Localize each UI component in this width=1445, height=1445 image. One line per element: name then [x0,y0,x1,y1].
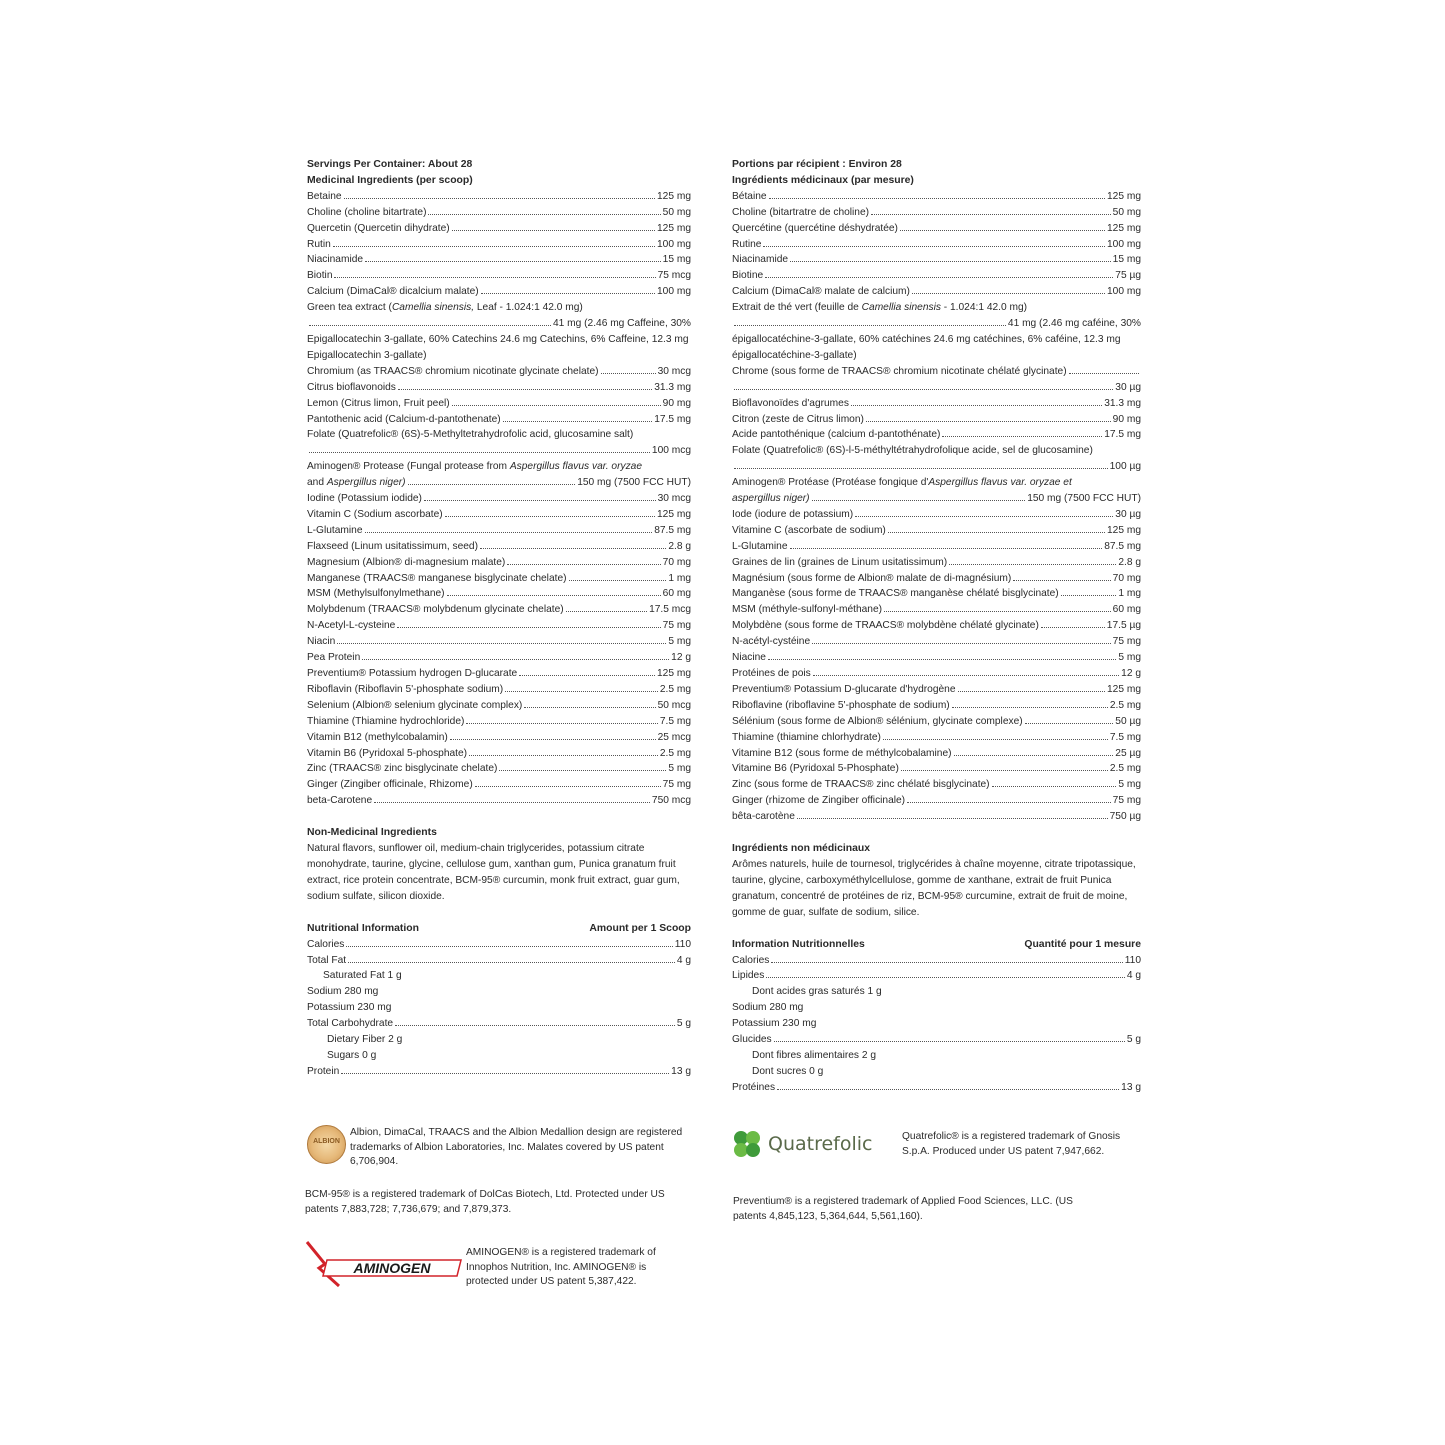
ingredient-row: Quercetin (Quercetin dihydrate) 125 mg [307,222,691,234]
ingredient-row: Molybdenum (TRAACS® molybdenum glycinate chelate) 17.5 mcg [307,604,691,616]
ingredient-row: Vitamine C (ascorbate de sodium) 125 mg [732,524,1141,536]
ingredient-row: Acide pantothénique (calcium d-pantothénate) 17.5 mg [732,429,1141,441]
ingredient-row: bêta-carotène 750 µg [732,811,1141,823]
ingredient-row: Niacin 5 mg [307,636,691,648]
ingredient-row: Quercétine (quercétine déshydratée) 125 mg [732,222,1141,234]
ingredient-row: Manganese (TRAACS® manganese bisglycinate chelate) 1 mg [307,572,691,584]
ingredient-row: Iodine (Potassium iodide) 30 mcg [307,493,691,505]
ingredient-row: Vitamin B6 (Pyridoxal 5-phosphate) 2.5 mg [307,747,691,759]
nutrition-row: Sodium 280 mg [307,986,379,998]
nutrition-list-fr [732,953,1141,1096]
medicinal-ingredients-title: Medicinal Ingredients (per scoop) [307,174,473,186]
ingredient-row: Selenium (Albion® selenium glycinate complex) 50 mcg [307,699,691,711]
chrome-entry-fr: Chrome (sous forme de TRAACS® chromium nicotinate chélaté glycinate) 30 µg [732,365,1141,393]
nutrition-row: Sodium 280 mg [732,1002,804,1014]
ingredient-row: MSM (méthyle-sulfonyl-méthane) 60 mg [732,604,1141,616]
french-panel [732,157,1141,1096]
ingredient-row: Calcium (DimaCal® malate de calcium) 100 mg [732,286,1141,298]
ingredient-row: Manganèse (sous forme de TRAACS® manganèse chélaté bisglycinate) 1 mg [732,588,1141,600]
ingredient-row: Citron (zeste de Citrus limon) 90 mg [732,413,1141,425]
nutrition-row: Dont fibres alimentaires 2 g [752,1049,877,1061]
preventium-trademark-note: Preventium® is a registered trademark of Applied Food Sciences, LLC. (US patents 4,845,123, 5,364,644, 5,561,160). [733,1196,1073,1222]
quatrefolic-trademark-note: Quatrefolic® is a registered trademark of Gnosis S.p.A. Produced under US patent 7,947,662. [902,1131,1121,1157]
ingredient-row: Riboflavin (Riboflavin 5'-phosphate sodium) 2.5 mg [307,683,691,695]
servings-per-container: Servings Per Container: About 28 [307,159,473,170]
ingredient-row: Citrus bioflavonoids 31.3 mg [307,381,691,393]
nutrition-row: Potassium 230 mg [732,1018,817,1030]
green-tea-entry-fr: Extrait de thé vert (feuille de Camellia sinensis - 1.024:1 42.0 mg) 41 mg (2.46 mg caféine, 30% épigallocatéchine-3-gallate, 60% catéchines 24.6 mg catéchines, 6% caféine, 12.3 mg épigallocatéchine-3-gallate) [732,302,1141,361]
ingredient-list-1-fr [732,189,1141,300]
folate-entry: Folate (Quatrefolic® (6S)-5-Methyltetrahydrofolic acid, glucosamine salt) 100 mcg [307,429,691,457]
aminogen-trademark-note: AMINOGEN® is a registered trademark of Innophos Nutrition, Inc. AMINOGEN® is protected under US patent 5,387,422. [466,1247,656,1287]
ingredient-row: Bétaine 125 mg [732,190,1141,202]
nutrition-header-fr: Information Nutritionnelles Quantité pour 1 mesure [732,938,1141,950]
nutrition-row: Dietary Fiber 2 g [327,1034,403,1046]
ingredient-row: Riboflavine (riboflavine 5'-phosphate de sodium) 2.5 mg [732,699,1141,711]
nutrition-row: Total Fat 4 g [307,954,691,966]
ingredient-list-1 [307,189,691,300]
ingredient-list-3-fr [732,507,1141,825]
medicinal-ingredients-title-fr: Ingrédients médicinaux (par mesure) [732,174,914,186]
ingredient-row: Pantothenic acid (Calcium-d-pantothenate) 17.5 mg [307,413,691,425]
nutrition-row: Saturated Fat 1 g [323,970,402,982]
servings-per-container-fr: Portions par récipient : Environ 28 [732,159,902,170]
nutrition-row: Total Carbohydrate 5 g [307,1018,691,1030]
ingredient-row: Thiamine (thiamine chlorhydrate) 7.5 mg [732,731,1141,743]
ingredient-row: Niacinamide 15 mg [307,254,691,266]
nutrition-row: Dont sucres 0 g [752,1065,824,1077]
nutrition-row: Calories 110 [307,938,691,950]
ingredient-row: Zinc (TRAACS® zinc bisglycinate chelate) 5 mg [307,763,691,775]
ingredient-row: Vitamin B12 (methylcobalamin) 25 mcg [307,731,691,743]
svg-text:AMINOGEN: AMINOGEN [353,1260,431,1276]
ingredient-row: Protéines de pois 12 g [732,668,1141,679]
ingredient-row: Flaxseed (Linum usitatissimum, seed) 2.8 g [307,540,691,552]
english-panel [307,157,691,1080]
ingredient-row: Vitamin C (Sodium ascorbate) 125 mg [307,508,691,520]
nutrition-list [307,937,691,1080]
ingredient-row: Biotine 75 µg [732,270,1141,282]
ingredient-row: Calcium (DimaCal® dicalcium malate) 100 mg [307,286,691,298]
ingredient-row: Ginger (rhizome de Zingiber officinale) 75 mg [732,795,1141,807]
ingredient-list-2-fr [732,396,1141,444]
aminogen-logo [305,1238,465,1288]
ingredient-list-2 [307,364,691,428]
ingredient-row: MSM (Methylsulfonylmethane) 60 mg [307,588,691,600]
ingredient-row: Graines de lin (graines de Linum usitatissimum) 2.8 g [732,556,1141,568]
ingredient-row: Choline (choline bitartrate) 50 mg [307,206,691,218]
ingredient-row: Preventium® Potassium D-glucarate d'hydrogène 125 mg [732,683,1141,695]
nutrition-row: Sugars 0 g [327,1049,377,1061]
green-tea-entry: Green tea extract (Camellia sinensis, Leaf - 1.024:1 42.0 mg) 41 mg (2.46 mg Caffeine, 30% Epigallocatechin 3-gallate, 60% Catechins 24.6 mg Catechins, 6% Caffeine, 12.3 mg Epigallocatechin 3-gallate) [307,302,691,361]
ingredient-row: Choline (bitartratre de choline) 50 mg [732,206,1141,218]
ingredient-row: Niacinamide 15 mg [732,254,1141,266]
non-medicinal-title-fr: Ingrédients non médicinaux [732,843,870,855]
ingredient-row: Zinc (sous forme de TRAACS® zinc chélaté bisglycinate) 5 mg [732,779,1141,791]
nutrition-row: Protein 13 g [307,1065,691,1077]
ingredient-row: L-Glutamine 87.5 mg [732,540,1141,552]
nutrition-row: Protéines 13 g [732,1081,1141,1093]
ingredient-row: Rutin 100 mg [307,238,691,250]
ingredient-row: Vitamine B6 (Pyridoxal 5-Phosphate) 2.5 mg [732,763,1141,775]
ingredient-row: Magnesium (Albion® di-magnesium malate) 70 mg [307,556,691,568]
nutrition-row: Glucides 5 g [732,1034,1141,1046]
aminogen-entry: Aminogen® Protease (Fungal protease from Aspergillus flavus var. oryzae and Aspergillus niger) 150 mg (7500 FCC HUT) [307,461,691,489]
ingredient-list-3 [307,491,691,809]
ingredient-row: Lemon (Citrus limon, Fruit peel) 90 mg [307,397,691,409]
ingredient-row: Sélénium (sous forme de Albion® sélénium, glycinate complexe) 50 µg [732,715,1141,727]
nutrition-row: Potassium 230 mg [307,1002,392,1014]
ingredient-row: Preventium® Potassium hydrogen D-glucarate 125 mg [307,668,691,679]
albion-trademark-note: Albion, DimaCal, TRAACS and the Albion Medallion design are registered trademarks of Albion Laboratories, Inc. Malates covered by US patent 6,706,904. [350,1127,683,1167]
folate-entry-fr: Folate (Quatrefolic® (6S)-l-5-méthyltétrahydrofolique acide, sel de glucosamine) 100 µg [732,445,1141,473]
bcm95-trademark-note: BCM-95® is a registered trademark of DolCas Biotech, Ltd. Protected under US patents 7,883,728; 7,736,679; and 7,879,373. [305,1189,665,1215]
ingredient-row: Magnésium (sous forme de Albion® malate de di-magnésium) 70 mg [732,572,1141,584]
ingredient-row: N-Acetyl-L-cysteine 75 mg [307,620,691,632]
ingredient-row: beta-Carotene 750 mcg [307,795,691,807]
quatrefolic-logo: Quatrefolic [730,1127,873,1161]
clover-icon [730,1127,764,1161]
ingredient-row: Thiamine (Thiamine hydrochloride) 7.5 mg [307,715,691,727]
ingredient-row: Rutine 100 mg [732,238,1141,250]
ingredient-row: Vitamine B12 (sous forme de méthylcobalamine) 25 µg [732,747,1141,759]
ingredient-row: Niacine 5 mg [732,652,1141,664]
ingredient-row: N-acétyl-cystéine 75 mg [732,636,1141,648]
nutrition-row: Calories 110 [732,954,1141,966]
nutrition-row: Lipides 4 g [732,970,1141,982]
aminogen-entry-fr: Aminogen® Protéase (Protéase fongique d'Aspergillus flavus var. oryzae et aspergillus niger) 150 mg (7500 FCC HUT) [732,477,1141,505]
non-medicinal-text: Natural flavors, sunflower oil, medium-chain triglycerides, potassium citrate monohydrate, taurine, glycine, cellulose gum, xanthan gum, Punica granatum fruit extract, rice protein concentrate, BCM-95® curcumin, monk fruit extract, guar gum, sodium sulfate, silicon dioxide. [307,843,680,902]
ingredient-row: L-Glutamine 87.5 mg [307,524,691,536]
ingredient-row: Bioflavonoïdes d'agrumes 31.3 mg [732,397,1141,409]
ingredient-row: Betaine 125 mg [307,190,691,202]
ingredient-row: Iode (iodure de potassium) 30 µg [732,508,1141,520]
nutrition-header: Nutritional Information Amount per 1 Scoop [307,922,691,934]
nutrition-row: Dont acides gras saturés 1 g [752,986,882,998]
ingredient-row: Ginger (Zingiber officinale, Rhizome) 75 mg [307,779,691,791]
ingredient-row: Pea Protein 12 g [307,652,691,664]
non-medicinal-title: Non-Medicinal Ingredients [307,827,437,839]
ingredient-row: Chromium (as TRAACS® chromium nicotinate glycinate chelate) 30 mcg [307,365,691,377]
ingredient-row: Biotin 75 mcg [307,270,691,282]
non-medicinal-text-fr: Arômes naturels, huile de tournesol, triglycérides à chaîne moyenne, citrate tripotassique, taurine, glycine, carboxyméthylcellulose, gomme de xanthane, extrait de fruit Punica granatum, concentré de protéines de riz, BCM-95® curcumine, extrait de fruit de moine, gomme de guar, sulfate de sodium, silice. [732,858,1136,918]
albion-medallion-logo: ALBION [307,1125,346,1164]
ingredient-row: Molybdène (sous forme de TRAACS® molybdène chélaté glycinate) 17.5 µg [732,620,1141,632]
